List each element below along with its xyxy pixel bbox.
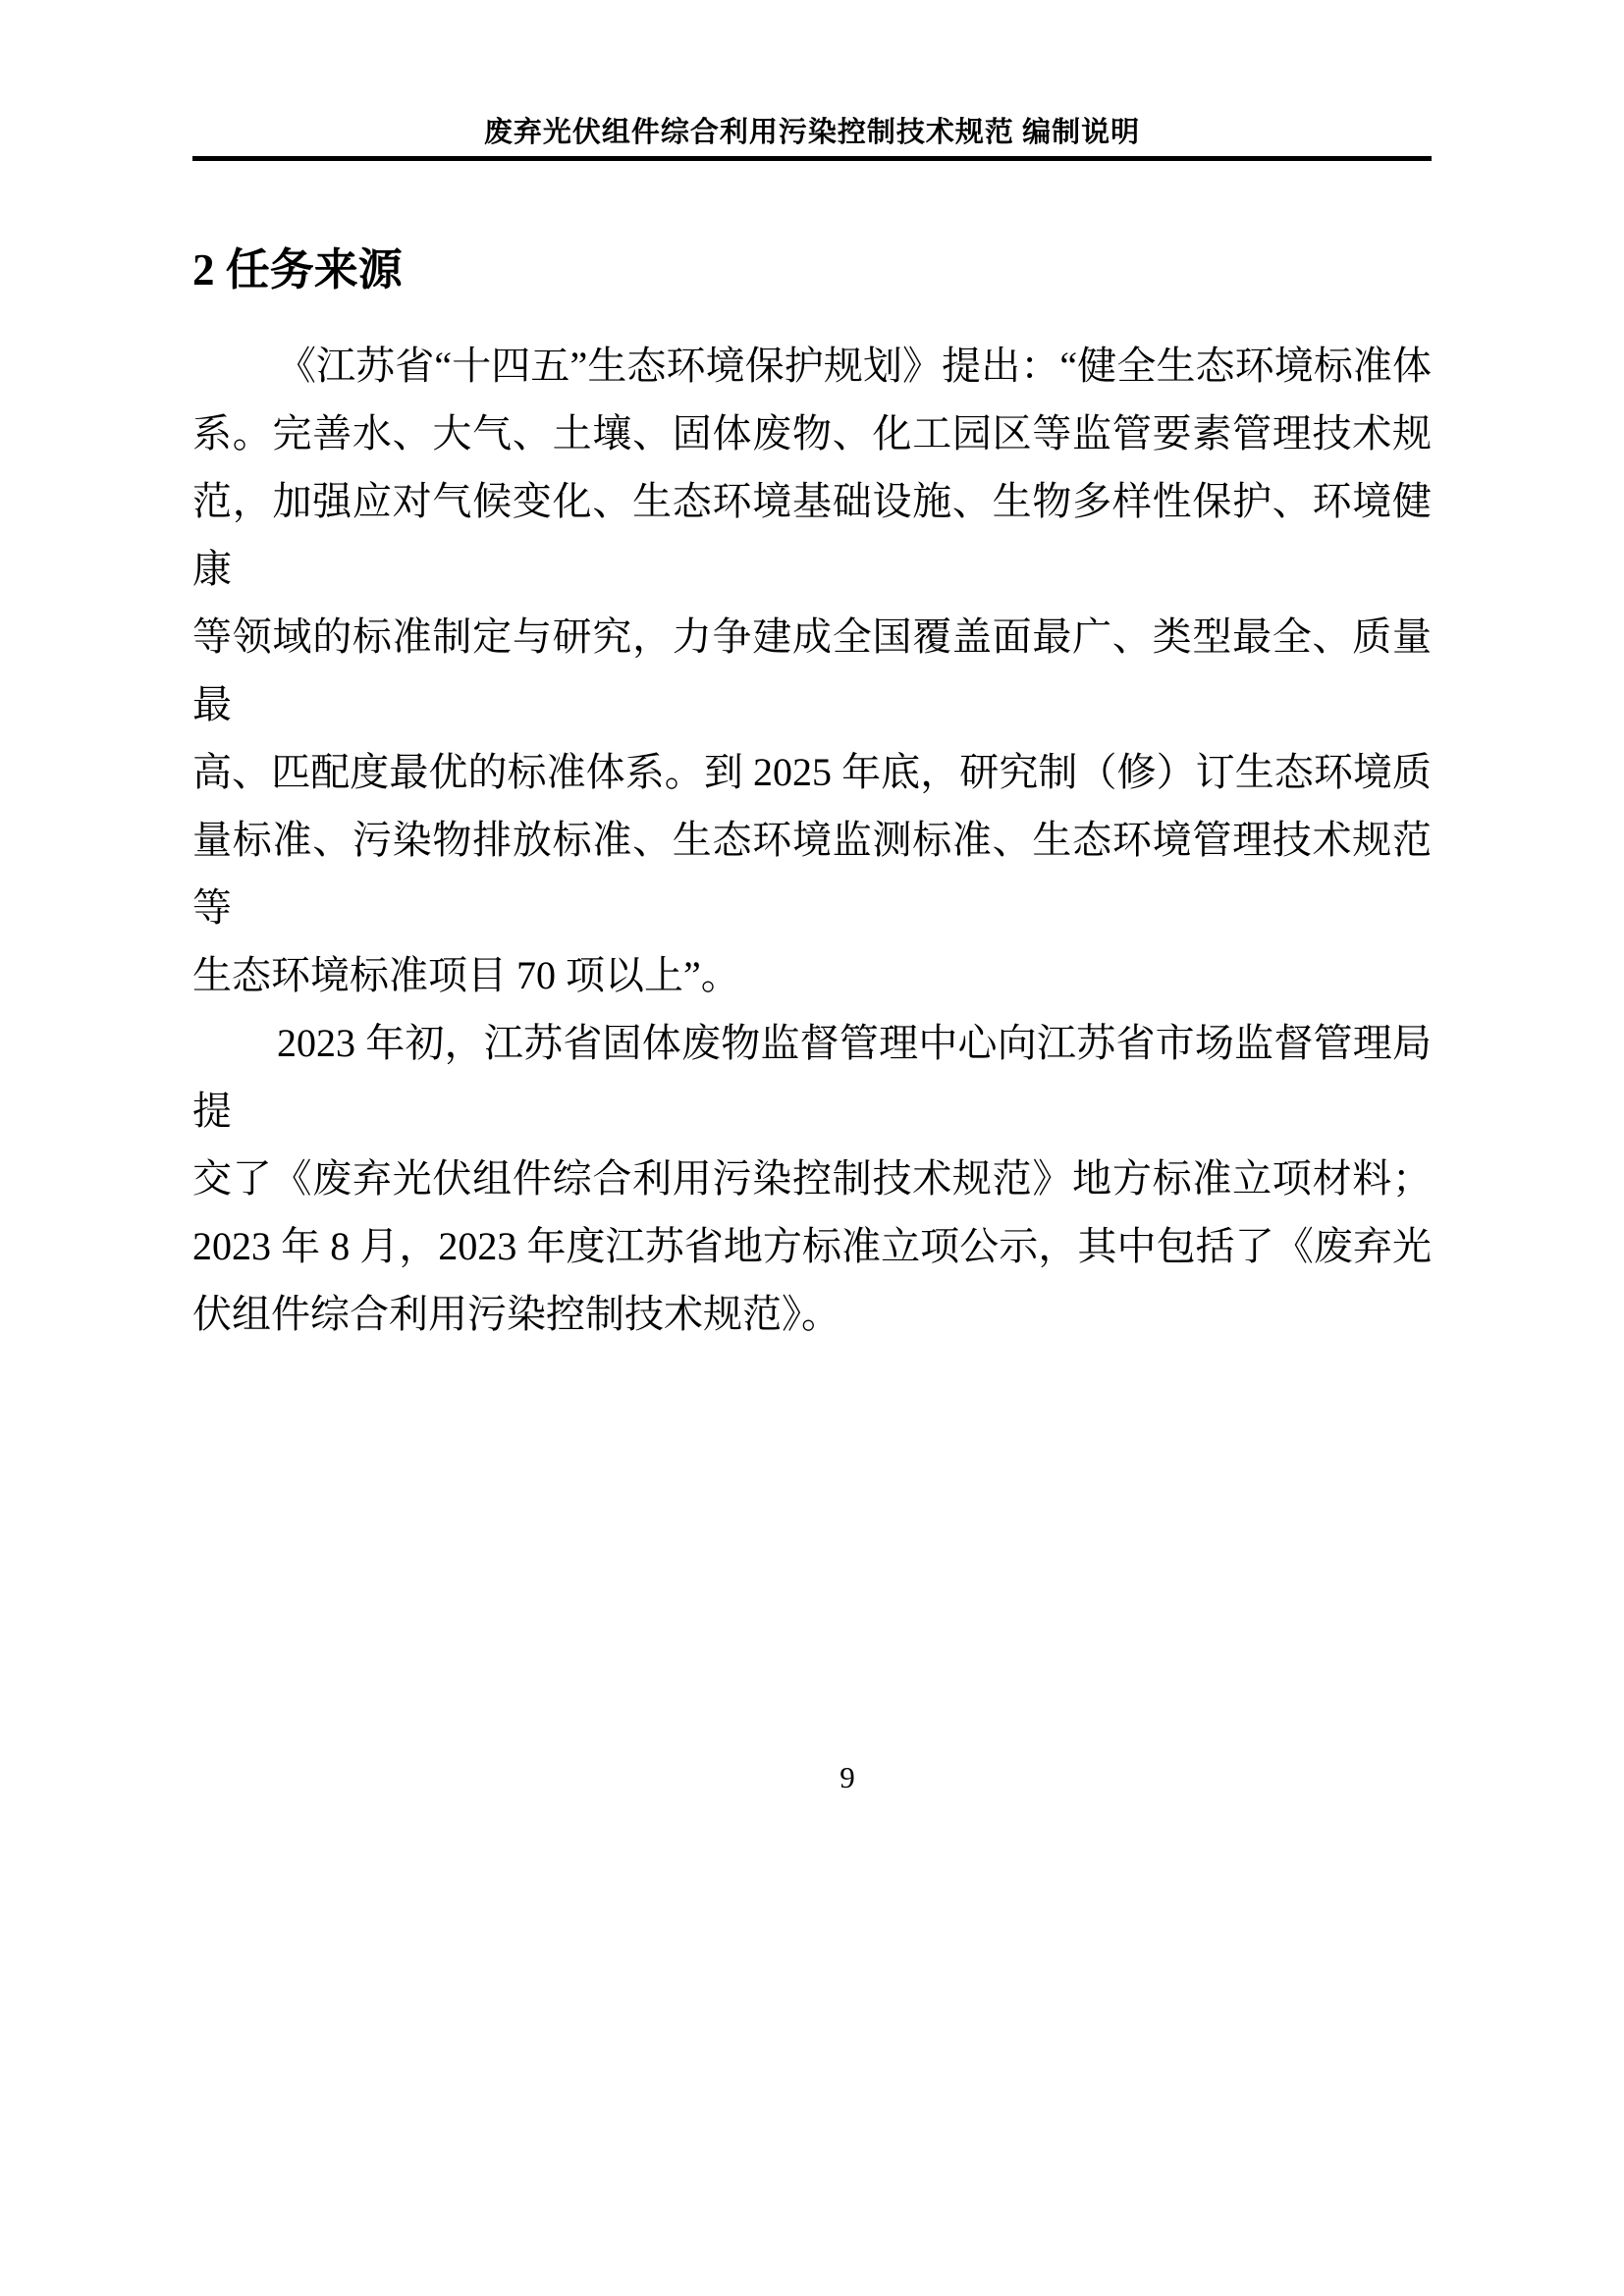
paragraph-line: 伏组件综合利用污染控制技术规范》。 (192, 1292, 840, 1336)
paragraph-line: 交了《废弃光伏组件综合利用污染控制技术规范》地方标准立项材料； (192, 1156, 1432, 1201)
paragraph-line: 范，加强应对气候变化、生态环境基础设施、生物多样性保护、环境健康 (192, 479, 1432, 591)
paragraph-line: 高、匹配度最优的标准体系。到 2025 年底，研究制（修）订生态环境质 (192, 750, 1432, 794)
header-rule (192, 156, 1432, 161)
paragraph-line: 生态环境标准项目 70 项以上”。 (192, 953, 740, 997)
paragraph-line: 系。完善水、大气、土壤、固体废物、化工园区等监管要素管理技术规 (192, 411, 1432, 455)
paragraph-line: 等领域的标准制定与研究，力争建成全国覆盖面最广、类型最全、质量最 (192, 614, 1432, 726)
page-number: 9 (839, 1760, 855, 1794)
section-heading: 2 任务来源 (192, 245, 403, 294)
paragraph-line: 量标准、污染物排放标准、生态环境监测标准、生态环境管理技术规范等 (192, 818, 1432, 930)
paragraph (192, 332, 1432, 1009)
paragraph (192, 1009, 1432, 1348)
paragraph-line: 《江苏省“十四五”生态环境保护规划》提出：“健全生态环境标准体 (277, 344, 1432, 388)
paragraph-line: 2023 年初，江苏省固体废物监督管理中心向江苏省市场监督管理局提 (192, 1021, 1432, 1133)
page-header-title: 废弃光伏组件综合利用污染控制技术规范 编制说明 (483, 117, 1141, 148)
body-text (192, 332, 1432, 1348)
paragraph-line: 2023 年 8 月，2023 年度江苏省地方标准立项公示，其中包括了《废弃光 (192, 1224, 1432, 1268)
